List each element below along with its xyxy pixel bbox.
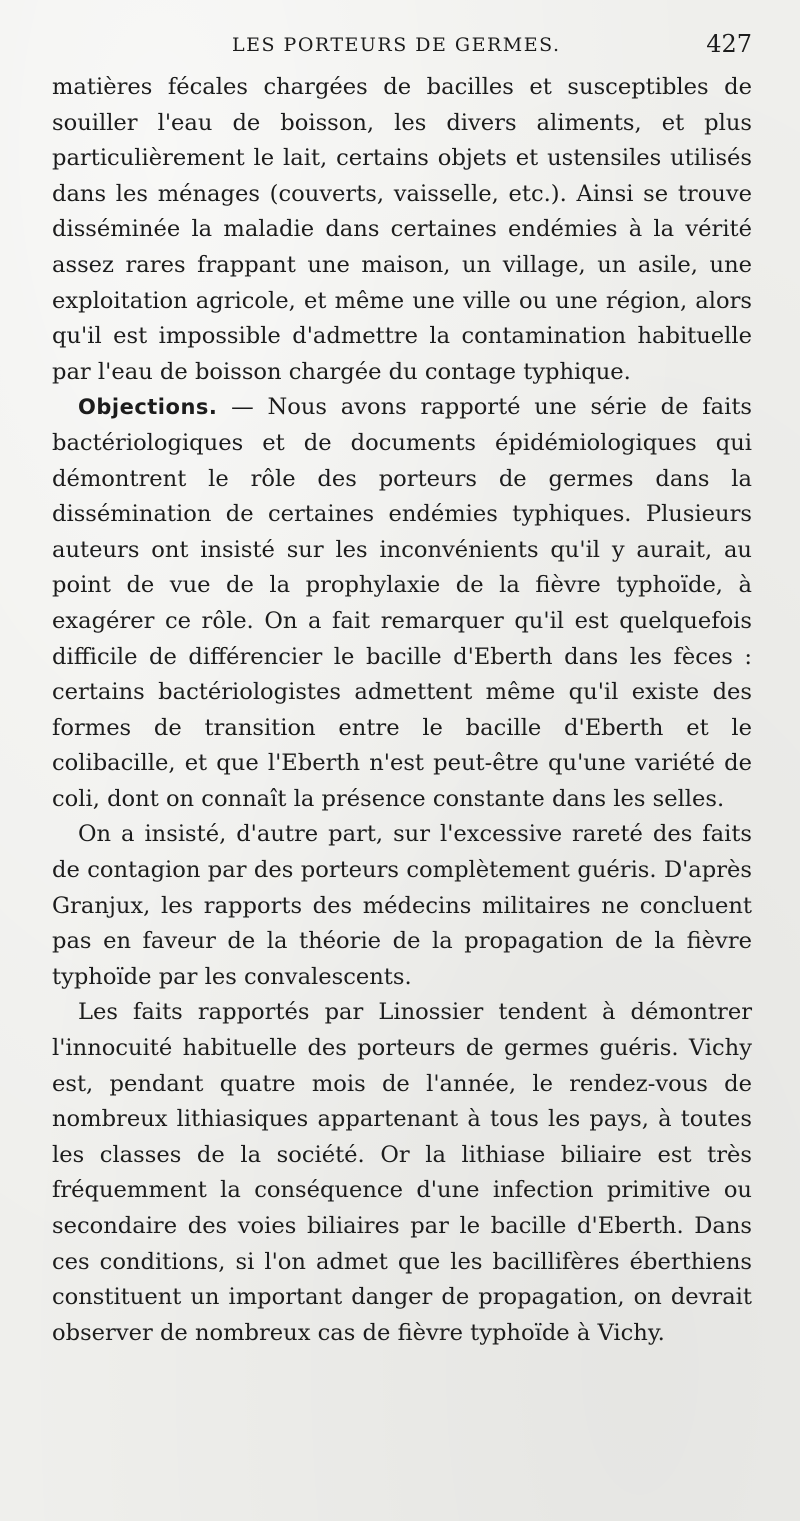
paragraph-objections (52, 390, 752, 817)
paragraph-linossier: Les faits rapportés par Linossier tendent à démontrer l'innocuité habituelle des porteurs de germes guéris. Vichy est, pendant quatre mois de l'année, le rendez-vous de nombreux lithiasiques appartenant à tous les pays, à toutes les classes de la société. Or la lithiase biliaire est très fréquemment la conséquence d'une infection primitive ou secondaire des voies biliaires par le bacille d'Eberth. Dans ces conditions, si l'on admet que les bacillifères éberthiens constituent un important danger de propagation, on devrait observer de nombreux cas de fièvre typhoïde à Vichy. (52, 999, 752, 1346)
paragraph-objections-text: — Nous avons rapporté une série de faits bactériologiques et de documents épidémiologiques qui démontrent le rôle des porteurs de germes dans la dissémination de certaines endémies typhiques. Plusieurs auteurs ont insisté sur les inconvénients qu'il y aurait, au point de vue de la prophylaxie de la fièvre typhoïde, à exagérer ce rôle. On a fait remarquer qu'il est quelquefois difficile de différencier le bacille d'Eberth dans les fèces : certains bactériologistes admettent même qu'il existe des formes de transition entre le bacille d'Eberth et le colibacille, et que l'Eberth n'est peut-être qu'une variété de coli, dont on connaît la présence constante dans les selles. (52, 394, 752, 812)
paragraph-granjux: On a insisté, d'autre part, sur l'excessive rareté des faits de contagion par des porteurs complètement guéris. D'après Granjux, les rapports des médecins militaires ne concluent pas en faveur de la théorie de la propagation de la fièvre typhoïde par les convalescents. (52, 821, 752, 990)
body-text (52, 70, 752, 1351)
running-title: LES PORTEURS DE GERMES. (232, 34, 561, 56)
paragraph-continuation: matières fécales chargées de bacilles et susceptibles de souiller l'eau de boisson, les divers aliments, et plus particulièrement le lait, certains objets et ustensiles utilisés dans les ménages (couverts, vaisselle, etc.). Ainsi se trouve disséminée la maladie dans certaines endémies à la vérité assez rares frappant une maison, un village, un asile, une exploitation agricole, et même une ville ou une région, alors qu'il est impossible d'admettre la contamination habituelle par l'eau de boisson chargée du contage typhique. (52, 74, 752, 385)
section-heading-objections: Objections. (78, 395, 218, 420)
running-head (52, 30, 752, 70)
page-number: 427 (706, 30, 752, 58)
